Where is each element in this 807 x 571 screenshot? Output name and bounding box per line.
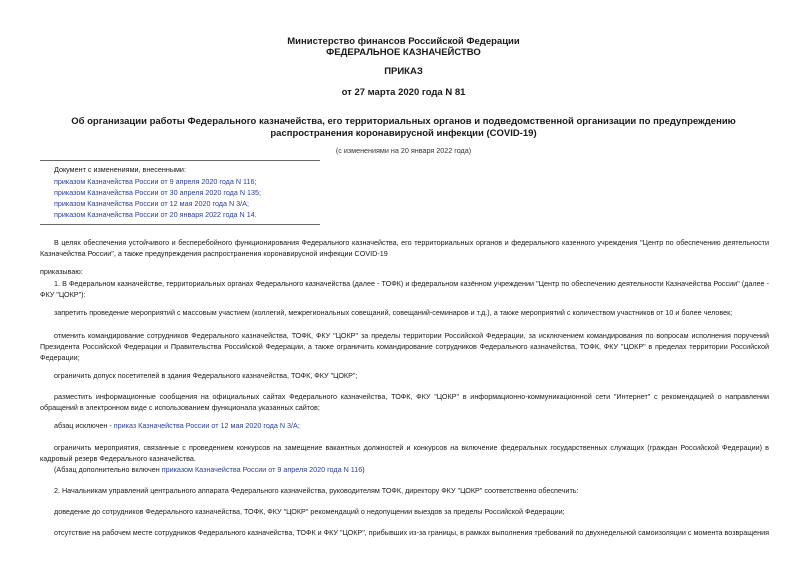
paragraph-1f-note bbox=[54, 464, 769, 475]
paragraph-2: 2. Начальникам управлений центрального аппарата Федерального казначейства, руководителям ТОФК, директору ФКУ "ЦОКР" соответственно обеспечить: bbox=[54, 486, 579, 495]
paragraph-1c: ограничить допуск посетителей в здания Федерального казначейства, ТОФК, ФКУ "ЦОКР"; bbox=[54, 371, 358, 380]
amendment-link-4[interactable] bbox=[54, 209, 257, 221]
divider-top bbox=[40, 160, 320, 161]
paragraph-1d: разместить информационные сообщения на официальных сайтах Федерального казначейства, ТОФК, ФКУ "ЦОКР" в информационно-коммуникационной сети "Интернет" с рекомендацией о направлении обращений в электронном виде с использованием функционала указанных сайтов; bbox=[40, 392, 769, 412]
paragraph-2b: отсутствие на рабочем месте сотрудников Федерального казначейства, ТОФК и ФКУ "ЦОКР", прибывших из-за границы, в рамках выполнения требований по двухнедельной самоизоляции с момента возвращения bbox=[54, 528, 770, 537]
paragraph-1e bbox=[40, 420, 769, 431]
divider-bottom bbox=[40, 224, 320, 225]
excluded-paragraph-text: абзац исключен - bbox=[54, 421, 114, 430]
note-suffix: ) bbox=[362, 465, 365, 474]
paragraph-1b: отменить командирование сотрудников Федерального казначейства, ТОФК, ФКУ "ЦОКР" за пределы территории Российской Федерации, за исключением командирования по вопросам исполнения поручений Президента Российской Федерации и Правительства Российской Федерации, а также ограничить командирование сотрудников Федерального казначейства, ТОФК, ФКУ "ЦОКР" в пределах территории Российской Федерации; bbox=[40, 331, 769, 362]
agency-name: ФЕДЕРАЛЬНОЕ КАЗНАЧЕЙСТВО bbox=[326, 47, 481, 58]
amendment-link-text[interactable]: приказом Казначейства России от 12 мая 2020 года N 3/А; bbox=[54, 199, 249, 208]
amendment-link-3[interactable] bbox=[54, 198, 249, 210]
note-prefix: (Абзац дополнительно включен bbox=[54, 465, 162, 474]
amendment-link-1[interactable] bbox=[54, 176, 257, 188]
ministry-name: Министерство финансов Российской Федерации bbox=[287, 36, 520, 47]
doc-date-number: от 27 марта 2020 года N 81 bbox=[341, 87, 466, 98]
paragraph-1a: запретить проведение мероприятий с массовым участием (коллегий, межрегиональных совещаний, совещаний-семинаров и т.д.), а также мероприятий с количеством участников от 10 и более человек; bbox=[54, 308, 733, 317]
amendment-link-text[interactable]: приказом Казначейства России от 30 апреля 2020 года N 135; bbox=[54, 188, 262, 197]
paragraph-1: 1. В Федеральном казначействе, территориальных органах Федерального казначейства (далее - ТОФК) и федеральном казённом учреждении "Центр по обеспечению деятельности Казначейства России" (далее - ФКУ "ЦОКР"): bbox=[40, 279, 769, 299]
order-word: приказываю: bbox=[40, 267, 83, 276]
amendment-link-2[interactable] bbox=[54, 187, 261, 199]
amendment-link-text[interactable]: приказом Казначейства России от 20 января 2022 года N 14. bbox=[54, 210, 257, 219]
amendment-reference-link[interactable]: приказом Казначейства России от 9 апреля 2020 года N 116 bbox=[161, 465, 363, 474]
amendment-link-text[interactable]: приказом Казначейства России от 9 апреля 2020 года N 116; bbox=[54, 177, 257, 186]
document-title: Об организации работы Федерального казначейства, его территориальных органов и подведомственной организации по предупреждению распространения коронавирусной инфекции (COVID-19) bbox=[71, 116, 736, 139]
preamble-paragraph: В целях обеспечения устойчивого и бесперебойного функционирования Федерального казначейства, его территориальных органов и федерального казенного учреждения "Центр по обеспечению деятельности Казначейства России", а также предупреждения распространения коронавирусной инфекции COVID-19 bbox=[40, 238, 769, 258]
paragraph-1f: ограничить мероприятия, связанные с проведением конкурсов на замещение вакантных должностей и конкурсов на включение федеральных государственных служащих (граждан Российской Федерации) в кадровый резерв Федерального казначейства. bbox=[40, 443, 769, 463]
amendments-intro: Документ с изменениями, внесенными: bbox=[54, 165, 186, 174]
paragraph-2a: доведение до сотрудников Федерального казначейства, ТОФК, ФКУ "ЦОКР" рекомендаций о недопущении выездов за пределы Российской Федерации; bbox=[54, 507, 565, 516]
amendment-reference-link[interactable]: приказ Казначейства России от 12 мая 2020 года N 3/А; bbox=[113, 421, 300, 430]
revision-note: (с изменениями на 20 января 2022 года) bbox=[335, 146, 472, 155]
doc-type: ПРИКАЗ bbox=[384, 66, 423, 77]
